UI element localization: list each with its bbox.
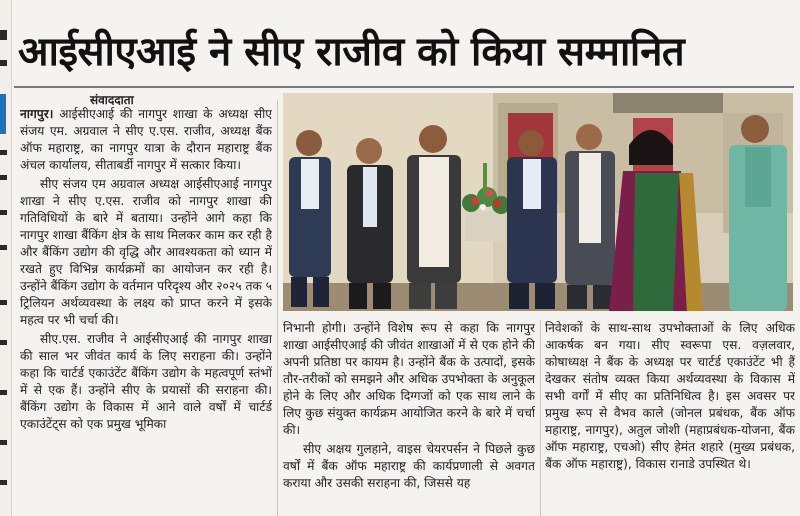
- paragraph: सीए संजय एम अग्रवाल अध्यक्ष आईसीएआई नागपुर शाखा ने सीए ए.एस. राजीव को नागपुर शाखा की गतिविधियों के बारे में बताया। उन्होंने आगे कहा कि नागपुर शाखा बैंकिंग क्षेत्र के साथ मिलकर काम कर रही है और बैंकिंग उद्योग की वृद्धि और आवश्यकता को ध्यान में रखते हुए विभिन्न कार्यक्रमों का आयोजन कर रही है। उन्होंने बैंकिंग उद्योग के वर्तमान परिदृश्य और २०२५ तक ५ ट्रिलियन अर्थव्यवस्था के लक्ष्य को प्राप्त करने में इसके महत्व पर भी चर्चा की।: [20, 177, 272, 327]
- paragraph: सीए अक्षय गुलहाने, वाइस चेयरपर्सन ने पिछले कुछ वर्षों में बैंक ऑफ महाराष्ट्र की कार्यप्रणाली से अवगत कराया और उसकी सराहना की, जिससे यह: [283, 442, 535, 490]
- intro-text: आईसीएआई की नागपुर शाखा के अध्यक्ष सीए संजय एम. अग्रवाल ने सीए ए.एस. राजीव, अध्यक्ष बैंक ऑफ महाराष्ट्र, का नागपुर यात्रा के दौरान महाराष्ट्र बैंक अंचल कार्यालय, सीताबर्डी नागपुर में सत्कार किया।: [20, 107, 272, 172]
- paragraph: निवेशकों के साथ-साथ उपभोक्ताओं के लिए अधिक आकर्षक बन गया। सीए स्वरूपा एस. वज़लवार, कोषाध्यक्ष ने बैंक के अध्यक्ष पर चार्टर्ड एकाउंटेंट भी हैं देखकर संतोष व्यक्त किया अर्थव्यवस्था के विकास में सभी वर्गों में सीए का प्रतिनिधित्व है। इस अवसर पर प्रमुख रूप से वैभव काले (जोनल प्रबंधक, बैंक ऑफ महाराष्ट्र, नागपुर), अतुल जोशी (महाप्रबंधक-योजना, बैंक ऑफ महाराष्ट्र, एचओ) सीए हेमंत शहारे (मुख्य प्रबंधक, बैंक ऑफ महाराष्ट्र), विकास रानाडे उपस्थित थे।: [545, 321, 795, 471]
- group-felicitation-photo: [283, 93, 793, 311]
- headline: आईसीएआई ने सीए राजीव को किया सम्मानित: [18, 29, 685, 75]
- article-column-1: [20, 106, 272, 516]
- article-column-3: [545, 320, 795, 516]
- paragraph: निभानी होगी। उन्होंने विशेष रूप से कहा कि नागपुर शाखा आईसीएआई की जीवंत शाखाओं में से एक होने की अपनी प्रतिष्ठा पर कायम है। उन्होंने बैंक के उत्पादों, इसके तौर-तरीकों को समझने और अधिक उपभोक्ता के अनुकूल होने के लिए और अधिक दिग्गजों को एक साथ लाने के लिए कुछ संयुक्त कार्यक्रम आयोजित करने के बारे में चर्चा की।: [283, 321, 535, 437]
- column-divider: [277, 100, 278, 516]
- headline-rule: [14, 86, 794, 88]
- dateline-place: नागपुर।: [20, 107, 54, 121]
- column-divider: [540, 320, 541, 516]
- paragraph: सीए.एस. राजीव ने आईसीएआई की नागपुर शाखा की साल भर जीवंत कार्य के लिए सराहना की। उन्होंने कहा कि चार्टर्ड एकाउंटेंट बैंकिंग उद्योग के महत्वपूर्ण स्तंभों में से एक हैं। उन्होंने सीए के प्रयासों की सराहना की। बैंकिंग उद्योग के विकास में आने वाले वर्षों में चार्टर्ड एकाउंटेंट्स को एक प्रमुख भूमिका: [20, 332, 272, 431]
- article-column-2: [283, 320, 535, 516]
- paragraph-intro: [20, 106, 272, 174]
- news-photo: [283, 93, 793, 311]
- person-5: [565, 124, 615, 309]
- byline: संवाददाता: [90, 93, 134, 107]
- adjacent-column-edge: [0, 0, 12, 516]
